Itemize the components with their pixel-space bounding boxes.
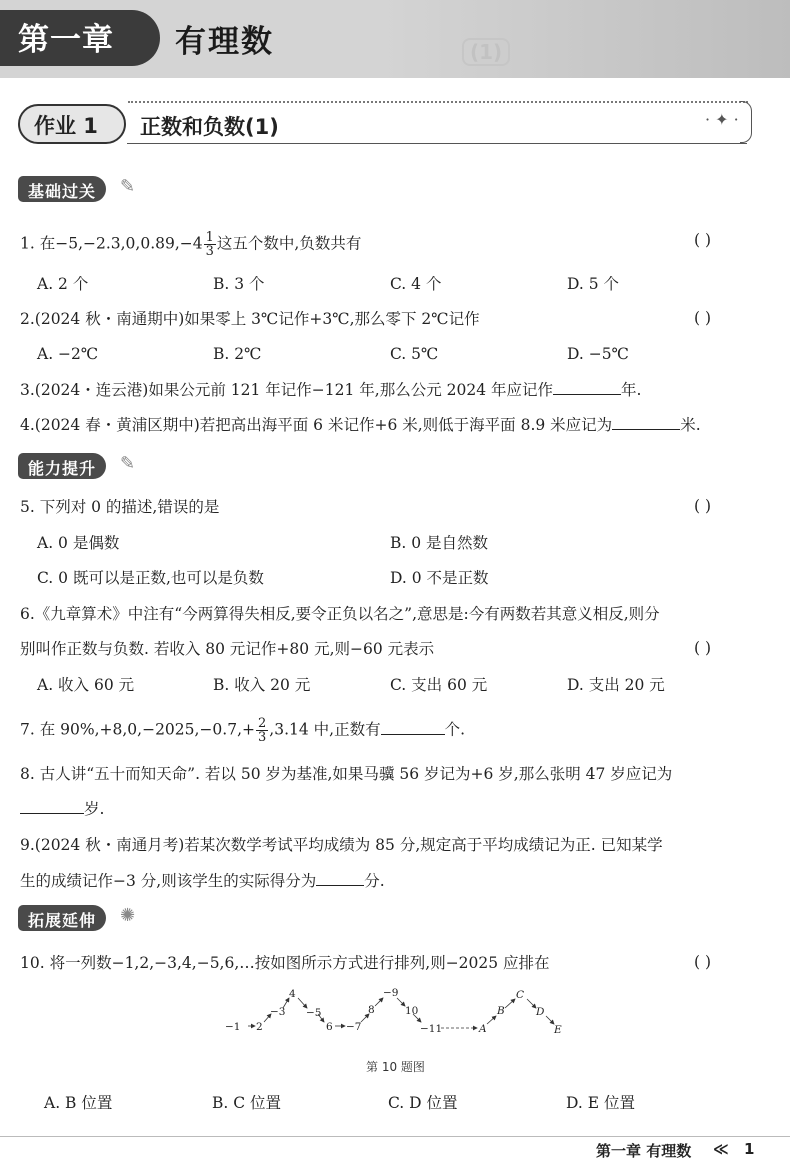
header-dotted-line	[128, 101, 748, 103]
blank-q7[interactable]	[381, 719, 445, 735]
fig-label-4: 4	[289, 988, 296, 1000]
question-8-line-2: 岁.	[20, 798, 104, 819]
fig-label-a: A	[479, 1023, 487, 1035]
pencil-icon: ✎	[120, 176, 136, 197]
fig-label-n7: −7	[346, 1021, 362, 1033]
fig-label-e: E	[554, 1024, 562, 1036]
figure-caption: 第 10 题图	[366, 1060, 425, 1074]
q10-option-c[interactable]: C. D 位置	[388, 1094, 458, 1112]
question-9-line-2: 生的成绩记作−3 分,则该学生的实际得分为 分.	[20, 872, 385, 890]
q2-option-a[interactable]: A. −2℃	[37, 345, 99, 363]
q5-option-a[interactable]: A. 0 是偶数	[37, 534, 120, 552]
q10-figure	[215, 982, 575, 1042]
pencil-icon: ✎	[120, 453, 136, 474]
q1-option-a[interactable]: A. 2 个	[37, 275, 89, 293]
fig-label-n9: −9	[383, 987, 399, 999]
lightbulb-icon: ✺	[120, 905, 136, 926]
fig-label-n5: −5	[306, 1007, 322, 1019]
q5-option-c[interactable]: C. 0 既可以是正数,也可以是负数	[37, 569, 264, 587]
chapter-banner	[0, 0, 790, 78]
q5-option-d[interactable]: D. 0 不是正数	[390, 569, 489, 587]
fig-label-d: D	[536, 1006, 545, 1018]
fig-label-2: 2	[256, 1021, 263, 1033]
sparkle-icon: · ✦ ·	[705, 110, 739, 129]
question-9-line-1: 9.(2024 秋・南通月考)若某次数学考试平均成绩为 85 分,规定高于平均成绩记为正. 已知某学	[20, 836, 663, 854]
q6-option-b[interactable]: B. 收入 20 元	[213, 676, 311, 694]
section-ability: 能力提升	[18, 453, 106, 479]
q1-option-d[interactable]: D. 5 个	[567, 275, 620, 293]
answer-paren-5[interactable]: ( )	[694, 497, 712, 515]
header-underline	[127, 143, 747, 144]
question-7: 7. 在 90%,+8,0,−2025,−0.7,+ $\frac{2}{3}$ ,3.14 中,正数有 个.	[20, 716, 466, 745]
blank-q8[interactable]	[20, 798, 84, 814]
question-8-line-1: 8. 古人讲“五十而知天命”. 若以 50 岁为基准,如果马骥 56 岁记为+6 岁,那么张明 47 岁应记为	[20, 765, 673, 783]
fraction-two-thirds: $\frac{2}{3}$	[258, 716, 267, 745]
q10-option-d[interactable]: D. E 位置	[566, 1094, 635, 1112]
fig-label-6: 6	[326, 1021, 333, 1033]
banner-watermark: (1)	[462, 38, 510, 66]
blank-q4[interactable]	[612, 414, 680, 430]
q1-option-c[interactable]: C. 4 个	[390, 275, 442, 293]
q6-option-d[interactable]: D. 支出 20 元	[567, 676, 665, 694]
question-6-line-1: 6.《九章算术》中注有“今两算得失相反,要令正负以名之”,意思是:今有两数若其意义相反,则分	[20, 605, 660, 623]
answer-paren-10[interactable]: ( )	[694, 953, 712, 971]
q5-option-b[interactable]: B. 0 是自然数	[390, 534, 489, 552]
question-1: 1. 在−5,−2.3,0,0.89,−4 $\frac{1}{3}$ 这五个数中,负数共有	[20, 230, 362, 259]
q10-option-a[interactable]: A. B 位置	[44, 1094, 113, 1112]
fig-label-b: B	[497, 1005, 505, 1017]
homework-label: 作业 1	[34, 114, 98, 138]
fig-label-n3: −3	[270, 1006, 286, 1018]
q10-option-b[interactable]: B. C 位置	[212, 1094, 282, 1112]
q6-option-a[interactable]: A. 收入 60 元	[37, 676, 135, 694]
section-extension: 拓展延伸	[18, 905, 106, 931]
homework-title: 正数和负数(1)	[140, 115, 279, 139]
answer-paren-1[interactable]: ( )	[694, 231, 712, 249]
fig-label-c: C	[516, 989, 525, 1001]
blank-q9[interactable]	[316, 870, 364, 886]
section-basic: 基础过关	[18, 176, 106, 202]
question-3: 3.(2024・连云港)如果公元前 121 年记作−121 年,那么公元 2024 年应记作 年.	[20, 381, 642, 399]
question-6-line-2: 别叫作正数与负数. 若收入 80 元记作+80 元,则−60 元表示	[20, 640, 435, 658]
page-number: 1	[744, 1140, 755, 1158]
q2-option-c[interactable]: C. 5℃	[390, 345, 439, 363]
header-curve	[740, 101, 752, 143]
fraction-one-third: $\frac{1}{3}$	[205, 230, 214, 259]
footer-divider	[0, 1136, 790, 1137]
fig-label-10: 10	[405, 1005, 419, 1017]
q2-option-b[interactable]: B. 2℃	[213, 345, 262, 363]
q1-option-b[interactable]: B. 3 个	[213, 275, 265, 293]
fig-label-n11: −11	[420, 1023, 443, 1035]
footer-chapter: 第一章 有理数	[596, 1142, 692, 1160]
question-5: 5. 下列对 0 的描述,错误的是	[20, 498, 220, 516]
q6-option-c[interactable]: C. 支出 60 元	[390, 676, 488, 694]
blank-q3[interactable]	[553, 379, 621, 395]
answer-paren-2[interactable]: ( )	[694, 309, 712, 327]
chapter-label: 第一章	[18, 22, 114, 58]
question-2: 2.(2024 秋・南通期中)如果零上 3℃记作+3℃,那么零下 2℃记作	[20, 310, 480, 328]
footer-arrows-icon: ≪	[713, 1140, 729, 1158]
q2-option-d[interactable]: D. −5℃	[567, 345, 629, 363]
answer-paren-6[interactable]: ( )	[694, 639, 712, 657]
banner-gradient	[380, 0, 790, 78]
question-4: 4.(2024 春・黄浦区期中)若把高出海平面 6 米记作+6 米,则低于海平面 8.9 米应记为 米.	[20, 416, 701, 434]
chapter-title: 有理数	[175, 24, 274, 60]
fig-label-n1: −1	[225, 1021, 241, 1033]
fig-label-8: 8	[368, 1004, 375, 1016]
question-10: 10. 将一列数−1,2,−3,4,−5,6,…按如图所示方式进行排列,则−2025 应排在	[20, 954, 550, 972]
